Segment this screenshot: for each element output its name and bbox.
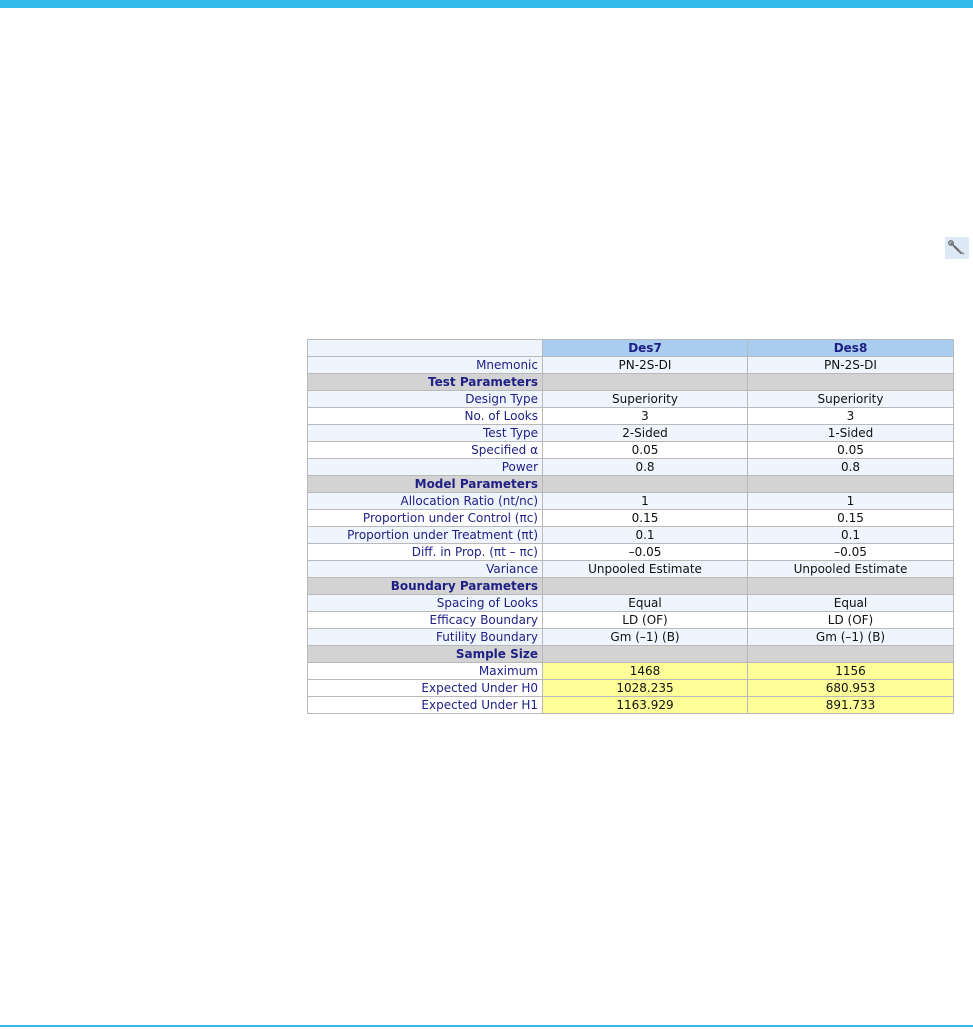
wrench-glyph xyxy=(948,240,966,256)
header-blank-cell xyxy=(308,340,543,357)
value-cell-des8 xyxy=(748,578,954,595)
row-label: Diff. in Prop. (πt – πc) xyxy=(308,544,543,561)
value-cell-des7: 0.05 xyxy=(543,442,748,459)
value-cell-des7: 0.15 xyxy=(543,510,748,527)
section-header-row xyxy=(308,578,954,595)
row-label: Power xyxy=(308,459,543,476)
value-cell-des8: LD (OF) xyxy=(748,612,954,629)
value-cell-des8: 0.05 xyxy=(748,442,954,459)
value-cell-des7: 1163.929 xyxy=(543,697,748,714)
row-label: Specified α xyxy=(308,442,543,459)
value-cell-des7: Gm (–1) (B) xyxy=(543,629,748,646)
section-label: Boundary Parameters xyxy=(308,578,543,595)
table-row xyxy=(308,459,954,476)
bottom-accent-line xyxy=(0,1025,973,1027)
value-cell-des7: –0.05 xyxy=(543,544,748,561)
table-row xyxy=(308,357,954,374)
value-cell-des8 xyxy=(748,476,954,493)
section-label: Model Parameters xyxy=(308,476,543,493)
table-row xyxy=(308,408,954,425)
value-cell-des7: 1468 xyxy=(543,663,748,680)
table-row xyxy=(308,697,954,714)
wrench-screwdriver-icon[interactable] xyxy=(944,236,970,260)
row-label: Allocation Ratio (nt/nc) xyxy=(308,493,543,510)
value-cell-des7: Unpooled Estimate xyxy=(543,561,748,578)
row-label: Expected Under H1 xyxy=(308,697,543,714)
top-accent-bar xyxy=(0,0,973,8)
value-cell-des8: Unpooled Estimate xyxy=(748,561,954,578)
value-cell-des7: 0.8 xyxy=(543,459,748,476)
table-header-row xyxy=(308,340,954,357)
value-cell-des7: 0.1 xyxy=(543,527,748,544)
row-label: Maximum xyxy=(308,663,543,680)
row-label: Spacing of Looks xyxy=(308,595,543,612)
table-row xyxy=(308,663,954,680)
value-cell-des8: 0.1 xyxy=(748,527,954,544)
value-cell-des8: Gm (–1) (B) xyxy=(748,629,954,646)
section-header-row xyxy=(308,476,954,493)
table-row xyxy=(308,544,954,561)
table-row xyxy=(308,425,954,442)
row-label: Proportion under Control (πc) xyxy=(308,510,543,527)
table-row xyxy=(308,391,954,408)
value-cell-des8 xyxy=(748,646,954,663)
table-row xyxy=(308,527,954,544)
row-label: Futility Boundary xyxy=(308,629,543,646)
value-cell-des7: LD (OF) xyxy=(543,612,748,629)
row-label: Expected Under H0 xyxy=(308,680,543,697)
table-row xyxy=(308,629,954,646)
design-comparison-table xyxy=(307,339,954,714)
table-row xyxy=(308,680,954,697)
value-cell-des7 xyxy=(543,476,748,493)
table-row xyxy=(308,595,954,612)
row-label: Variance xyxy=(308,561,543,578)
value-cell-des8: 1-Sided xyxy=(748,425,954,442)
column-header-des7[interactable]: Des7 xyxy=(543,340,748,357)
value-cell-des7 xyxy=(543,578,748,595)
value-cell-des8: 891.733 xyxy=(748,697,954,714)
value-cell-des7: 3 xyxy=(543,408,748,425)
value-cell-des8: 0.8 xyxy=(748,459,954,476)
table-row xyxy=(308,493,954,510)
column-header-des8[interactable]: Des8 xyxy=(748,340,954,357)
table-row xyxy=(308,510,954,527)
row-label: No. of Looks xyxy=(308,408,543,425)
section-header-row xyxy=(308,646,954,663)
value-cell-des8: –0.05 xyxy=(748,544,954,561)
row-label: Efficacy Boundary xyxy=(308,612,543,629)
value-cell-des8: 3 xyxy=(748,408,954,425)
row-label: Mnemonic xyxy=(308,357,543,374)
value-cell-des7 xyxy=(543,374,748,391)
value-cell-des8 xyxy=(748,374,954,391)
table-row xyxy=(308,442,954,459)
value-cell-des8: Equal xyxy=(748,595,954,612)
section-header-row xyxy=(308,374,954,391)
table-row xyxy=(308,561,954,578)
row-label: Test Type xyxy=(308,425,543,442)
value-cell-des7: Equal xyxy=(543,595,748,612)
table-body xyxy=(308,357,954,714)
table-row xyxy=(308,612,954,629)
value-cell-des7: PN-2S-DI xyxy=(543,357,748,374)
row-label: Design Type xyxy=(308,391,543,408)
value-cell-des8: PN-2S-DI xyxy=(748,357,954,374)
value-cell-des8: Superiority xyxy=(748,391,954,408)
value-cell-des7: 1028.235 xyxy=(543,680,748,697)
value-cell-des8: 1 xyxy=(748,493,954,510)
section-label: Test Parameters xyxy=(308,374,543,391)
value-cell-des8: 1156 xyxy=(748,663,954,680)
value-cell-des8: 680.953 xyxy=(748,680,954,697)
value-cell-des7: 2-Sided xyxy=(543,425,748,442)
row-label: Proportion under Treatment (πt) xyxy=(308,527,543,544)
value-cell-des7: Superiority xyxy=(543,391,748,408)
value-cell-des8: 0.15 xyxy=(748,510,954,527)
section-label: Sample Size xyxy=(308,646,543,663)
value-cell-des7: 1 xyxy=(543,493,748,510)
value-cell-des7 xyxy=(543,646,748,663)
